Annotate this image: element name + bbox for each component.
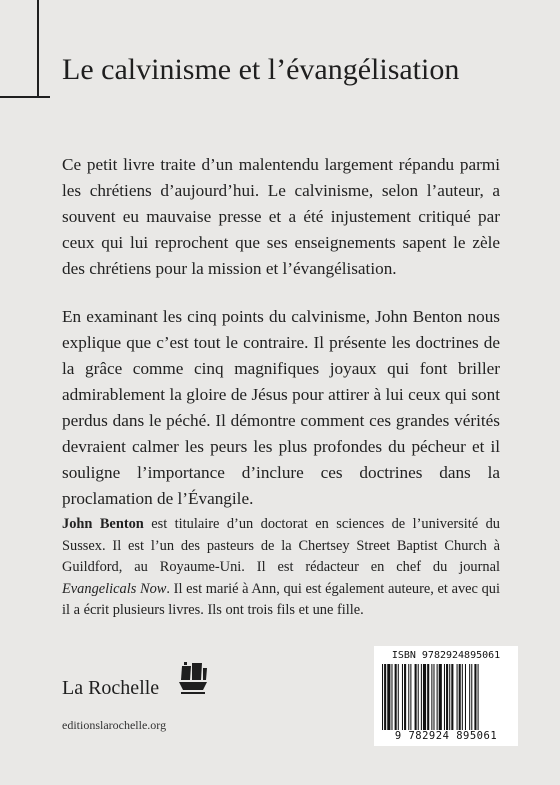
isbn-label: ISBN 9782924895061 bbox=[391, 650, 501, 661]
corner-bracket-vertical bbox=[37, 0, 39, 98]
corner-bracket-horizontal bbox=[0, 96, 50, 98]
bio-text-2: . Il est marié à Ann, qui est également auteure, et avec qui il a écrit plusieurs livres. Ils ont trois fils et une fille. bbox=[62, 580, 500, 618]
author-bio bbox=[62, 514, 500, 622]
publisher-name: La Rochelle bbox=[62, 677, 160, 699]
blurb-paragraph-1: Ce petit livre traite d’un malentendu largement répandu parmi les chrétiens d’aujourd’hui. Le calvinisme, selon l’auteur, a souvent eu mauvaise presse et a été injustement critiqué par ceux qui lui reprochent que ses enseignements sapent le zèle des chrétiens pour la mission et l’évangélisation. bbox=[62, 155, 500, 278]
barcode-digits: 9 782924 895061 bbox=[394, 730, 498, 742]
book-title: Le calvinisme et l’évangélisation bbox=[62, 53, 460, 86]
bio-text-1: est titulaire d’un doctorat en sciences de l’université du Sussex. Il est l’un des pasteurs de la Chertsey Street Baptist Church à Guildford, au Royaume-Uni. Il est rédacteur en chef du journal bbox=[62, 516, 500, 575]
journal-name: Evangelicals Now bbox=[62, 580, 167, 597]
blurb-paragraph-2: En examinant les cinq points du calvinisme, John Benton nous explique que c’est tout le contraire. Il présente les doctrines de la grâce comme cinq magnifiques joyaux qui font briller admirablement la gloire de Jésus pour attirer à lui ceux qui sont perdus dans le péché. Il démontre comment ces grandes vérités devraient calmer les peurs les plus profondes du pécheur et il souligne l’importance d’inclure ces doctrines dans la proclamation de l’Évangile. bbox=[62, 307, 500, 508]
publisher-website: editionslarochelle.org bbox=[62, 718, 167, 732]
barcode bbox=[374, 646, 518, 746]
author-name: John Benton bbox=[62, 516, 144, 532]
barcode-bars bbox=[382, 664, 510, 730]
ship-icon bbox=[178, 660, 208, 698]
